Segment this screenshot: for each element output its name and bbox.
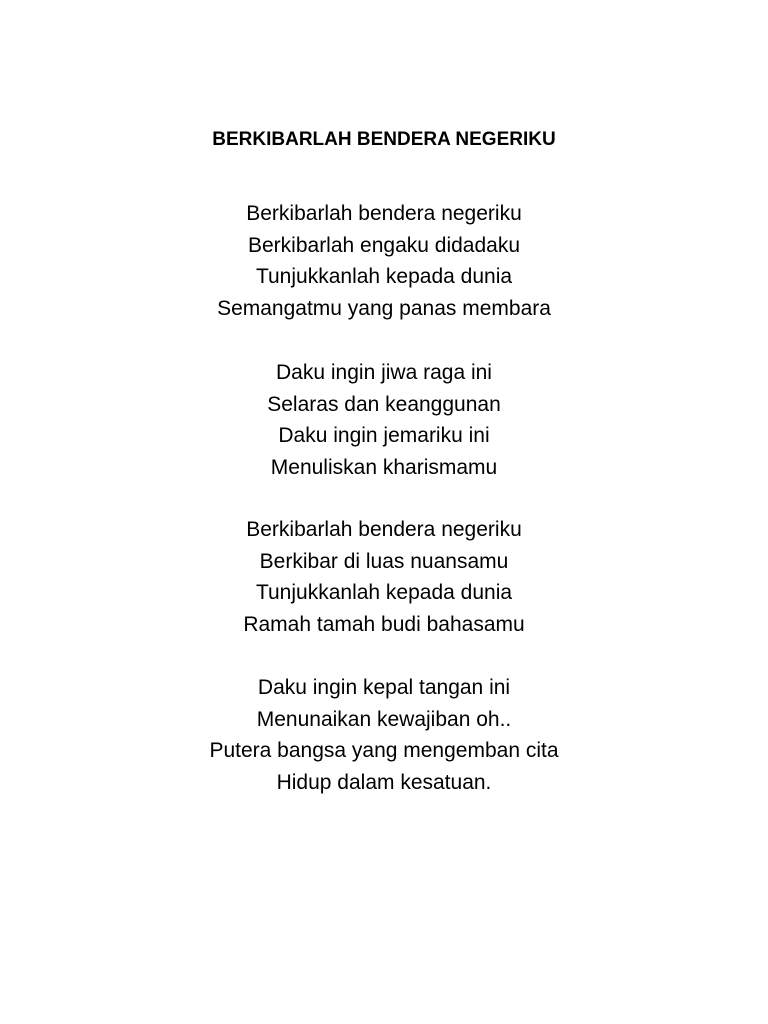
- lyric-line: Berkibar di luas nuansamu: [259, 549, 509, 573]
- stanza-2: [0, 357, 768, 483]
- lyric-line: Semangatmu yang panas membara: [217, 296, 551, 320]
- lyric-line: Daku ingin jiwa raga ini: [276, 361, 492, 384]
- lyric-line: Berkibarlah engaku didadaku: [247, 233, 521, 257]
- lyric-line: Menuliskan kharismamu: [270, 455, 498, 479]
- song-title: BERKIBARLAH BENDERA NEGERIKU: [212, 129, 556, 150]
- lyric-line: Selaras dan keanggunan: [267, 392, 501, 416]
- lyric-line: Menunaikan kewajiban oh..: [256, 707, 512, 731]
- lyric-line: Putera bangsa yang mengemban cita: [209, 739, 559, 762]
- lyric-line: Berkibarlah bendera negeriku: [246, 202, 522, 225]
- lyric-line: Daku ingin jemariku ini: [278, 424, 490, 447]
- stanza-3: [0, 514, 768, 640]
- lyric-line: Tunjukkanlah kepada dunia: [255, 581, 513, 604]
- lyric-line: Daku ingin kepal tangan ini: [257, 676, 511, 699]
- lyric-line: Tunjukkanlah kepada dunia: [255, 265, 513, 288]
- lyric-line: Hidup dalam kesatuan.: [276, 770, 492, 794]
- stanza-1: [0, 198, 768, 324]
- stanza-4: [0, 672, 768, 798]
- lyric-line: Ramah tamah budi bahasamu: [243, 612, 525, 636]
- lyric-line: Berkibarlah bendera negeriku: [246, 518, 522, 541]
